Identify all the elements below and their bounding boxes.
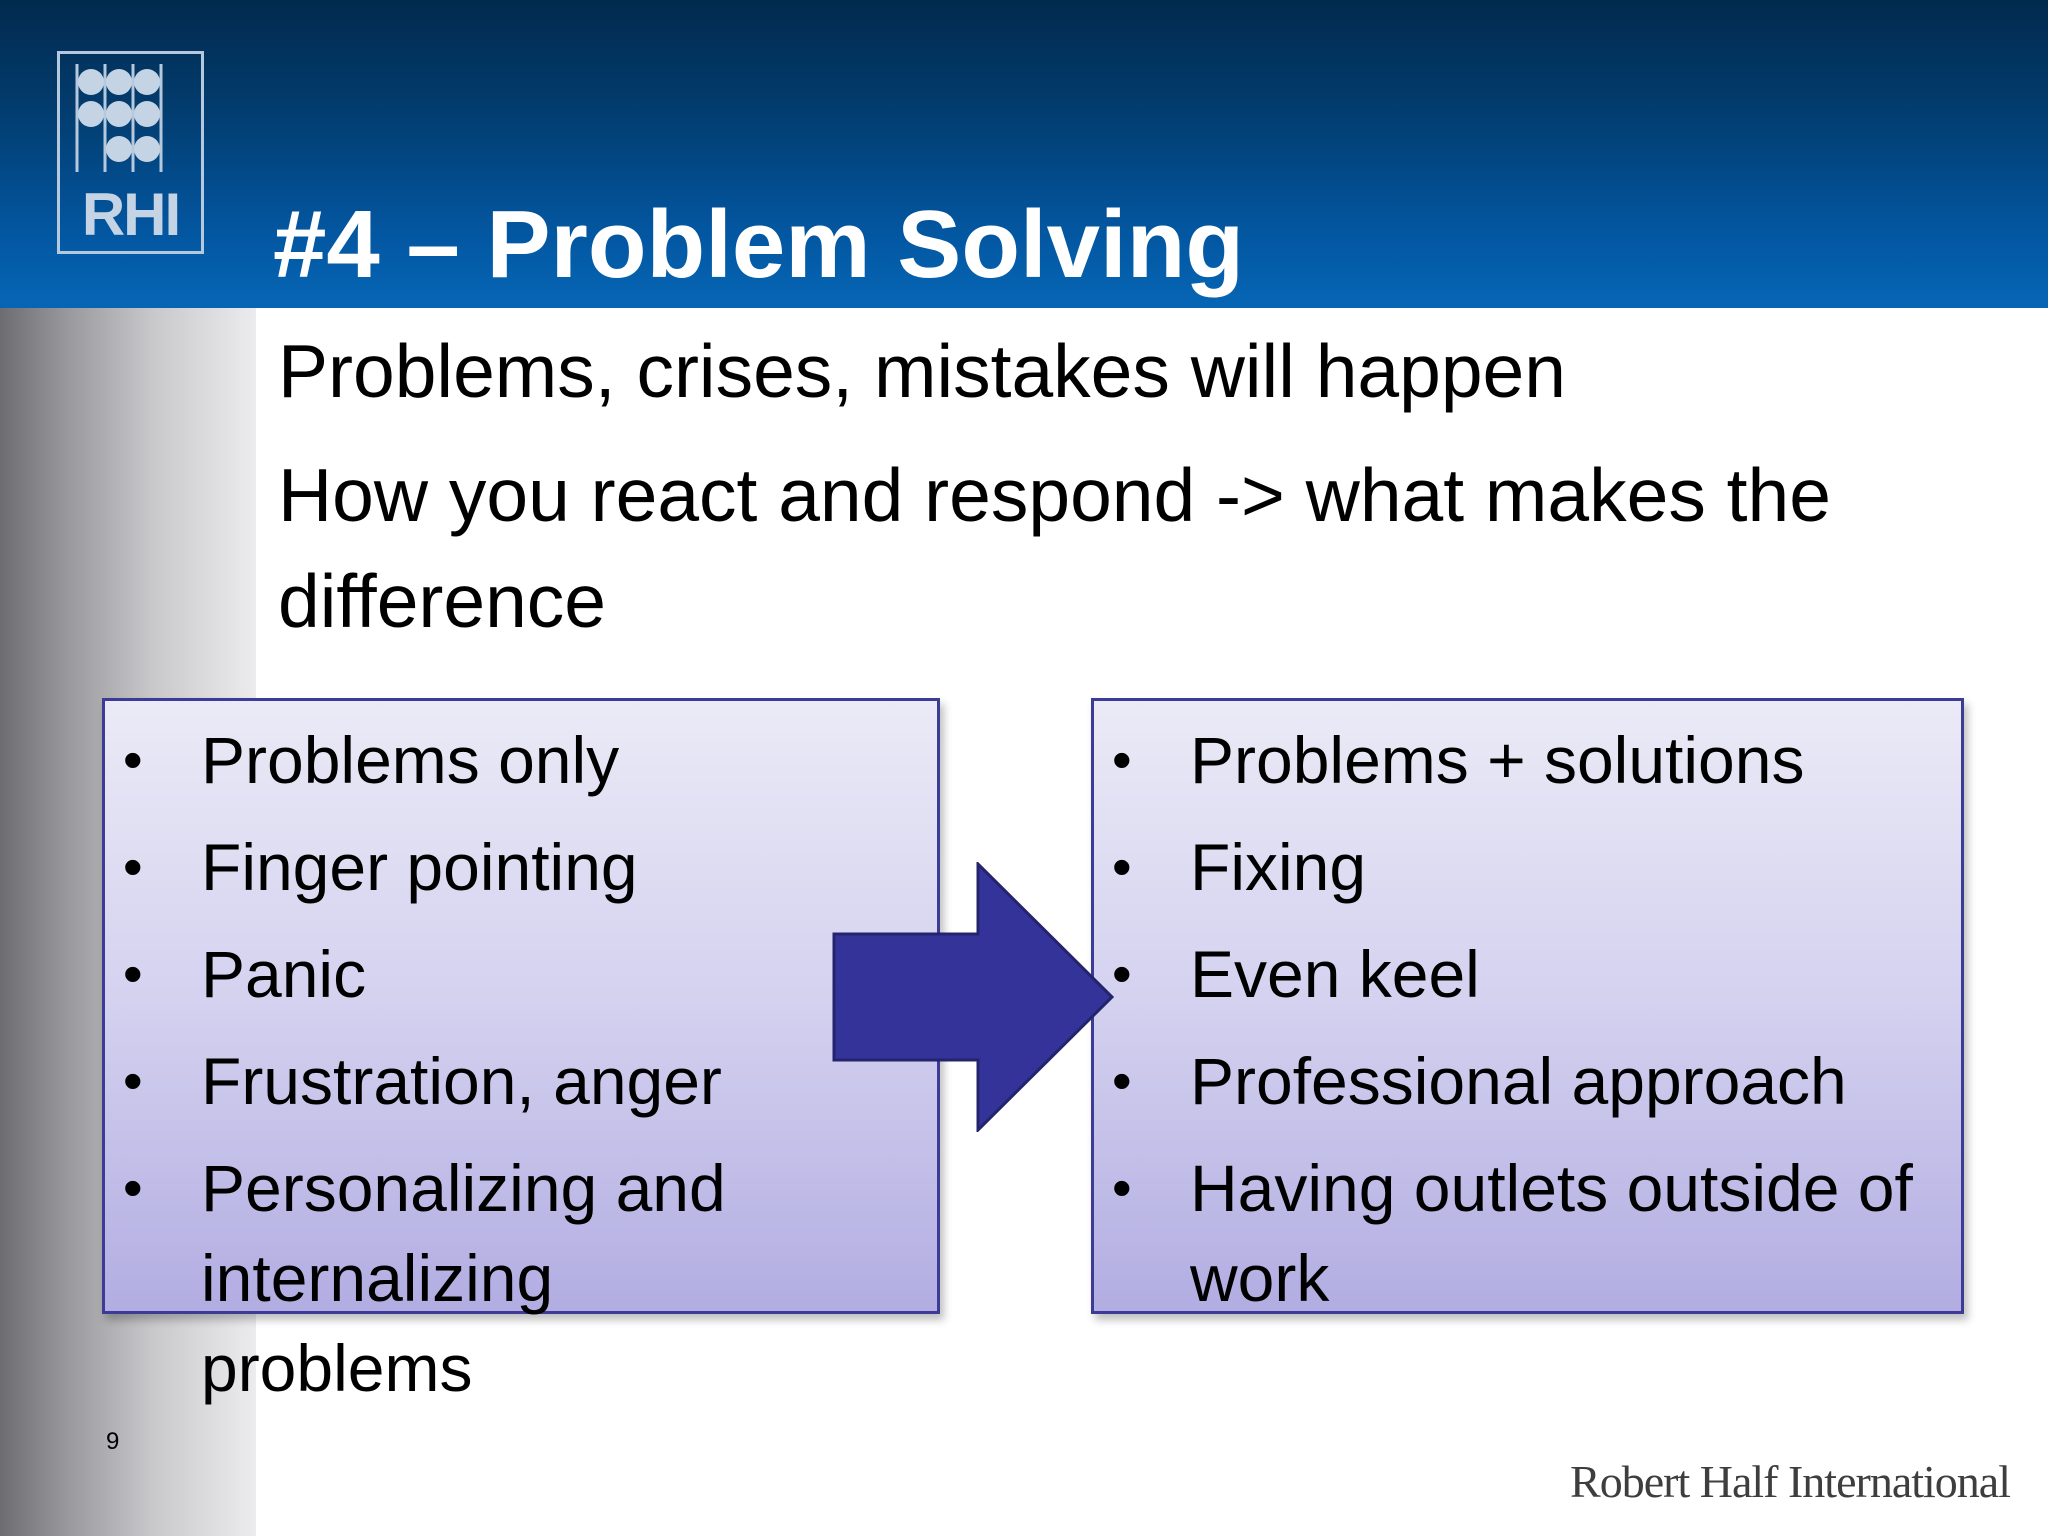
problems-box — [102, 698, 940, 1405]
right-arrow-icon — [832, 862, 1114, 1132]
bullet-icon: • — [1112, 835, 1132, 898]
bullet-icon: • — [1112, 942, 1132, 1005]
list-item: • Fixing — [1094, 822, 1961, 912]
slide-title: #4 – Problem Solving — [273, 191, 1244, 298]
list-item: • Finger pointing — [105, 822, 937, 912]
bullet-icon: • — [123, 1156, 143, 1219]
solutions-box — [1091, 698, 1964, 1314]
logo-text: RHI — [81, 181, 180, 248]
list-item: • Personalizing and internalizing problems — [105, 1143, 801, 1413]
solutions-list — [1094, 701, 1961, 1323]
bullet-icon: • — [123, 1049, 143, 1112]
bullet-icon: • — [1112, 728, 1132, 791]
bullet-icon: • — [1112, 1156, 1132, 1219]
bullet-icon: • — [123, 835, 143, 898]
list-item: • Professional approach — [1094, 1036, 1961, 1126]
intro-line-2: How you react and respond -> what makes the difference — [278, 453, 1831, 643]
list-item: • Even keel — [1094, 929, 1961, 1019]
footer-brand: Robert Half International — [1570, 1456, 2010, 1507]
bullet-icon: • — [123, 942, 143, 1005]
rhi-logo — [57, 51, 204, 254]
slide-number: 9 — [106, 1428, 120, 1455]
list-item: • Problems + solutions — [1094, 715, 1961, 805]
list-item: • Having outlets outside of work — [1094, 1143, 1950, 1323]
list-item: • Panic — [105, 929, 937, 1019]
bullet-icon: • — [123, 728, 143, 791]
abacus-logo-icon — [60, 54, 201, 174]
list-item: • Problems only — [105, 715, 937, 805]
list-item: • Frustration, anger — [105, 1036, 937, 1126]
intro-line-1: Problems, crises, mistakes will happen — [278, 329, 1566, 413]
problems-list — [105, 701, 937, 1413]
intro-text — [278, 318, 1878, 654]
bullet-icon: • — [1112, 1049, 1132, 1112]
